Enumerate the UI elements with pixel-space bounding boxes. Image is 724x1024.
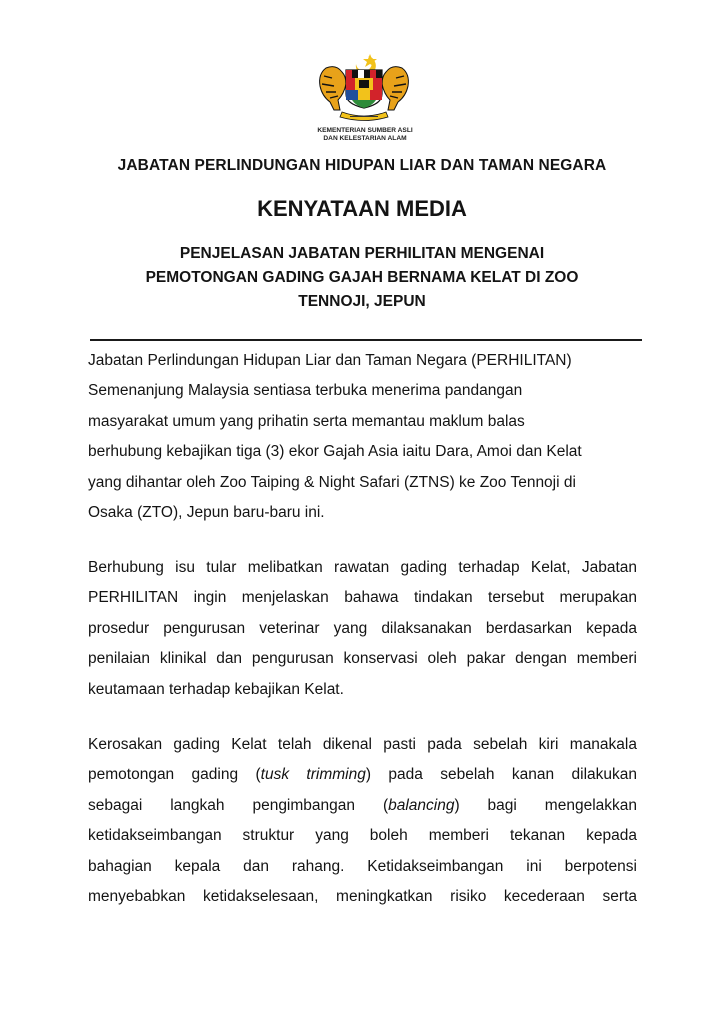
text-span: ) pada sebelah kanan dilakukan	[365, 766, 637, 784]
text-line: prosedur pengurusan veterinar yang dilaksanakan berdasarkan kepada	[88, 619, 637, 637]
subtitle-line: TENNOJI, JEPUN	[298, 293, 426, 310]
text-line: Jabatan Perlindungan Hidupan Liar dan Taman Negara (PERHILITAN)	[88, 352, 572, 369]
text-line: Kerosakan gading Kelat telah dikenal pasti pada sebelah kiri manakala	[88, 736, 637, 753]
divider	[90, 339, 642, 341]
text-line: berhubung kebajikan tiga (3) ekor Gajah Asia iaitu Dara, Amoi dan Kelat	[88, 443, 582, 461]
text-line: PERHILITAN ingin menjelaskan bahawa tindakan tersebut merupakan	[88, 589, 637, 607]
subtitle	[110, 242, 614, 314]
text-line: bahagian kepala dan rahang. Ketidakseimbangan ini berpotensi	[88, 857, 637, 875]
paragraph-1	[88, 346, 637, 528]
text-line: masyarakat umum yang prihatin serta memantau maklum balas	[88, 412, 525, 430]
text-span: pemotongan gading (	[88, 766, 261, 784]
text-line: penilaian klinikal dan pengurusan konservasi oleh pakar dengan memberi	[88, 650, 637, 668]
emphasis-balancing: balancing	[388, 796, 455, 814]
ministry-name-line1: KEMENTERIAN SUMBER ASLI	[317, 127, 413, 134]
text-line: keutamaan terhadap kebajikan Kelat.	[88, 680, 344, 698]
text-line: menyebabkan ketidakselesaan, meningkatkan risiko kecederaan serta	[88, 888, 637, 906]
paragraph-3	[88, 730, 637, 912]
department-name: JABATAN PERLINDUNGAN HIDUPAN LIAR DAN TAMAN NEGARA	[117, 157, 607, 174]
paragraph-2	[88, 553, 637, 705]
ministry-name-line2: DAN KELESTARIAN ALAM	[323, 135, 407, 142]
subtitle-line: PENJELASAN JABATAN PERHILITAN MENGENAI	[179, 245, 545, 262]
malaysia-coat-of-arms-icon	[312, 50, 416, 122]
text-span: ) bagi mengelakkan	[454, 796, 637, 814]
subtitle-line: PEMOTONGAN GADING GAJAH BERNAMA KELAT DI ZOO	[145, 269, 579, 286]
text-span: sebagai langkah pengimbangan (	[88, 796, 389, 814]
text-line	[88, 791, 637, 821]
emphasis-tusk-trimming: tusk trimming	[260, 766, 366, 784]
text-line	[88, 760, 637, 790]
text-line: yang dihantar oleh Zoo Taiping & Night Safari (ZTNS) ke Zoo Tennoji di	[88, 473, 576, 491]
text-line: Berhubung isu tular melibatkan rawatan gading terhadap Kelat, Jabatan	[88, 559, 637, 576]
page-title: KENYATAAN MEDIA	[257, 196, 467, 221]
text-line: Osaka (ZTO), Jepun baru-baru ini.	[88, 504, 325, 522]
text-line: Semenanjung Malaysia sentiasa terbuka menerima pandangan	[88, 382, 523, 400]
text-line: ketidakseimbangan struktur yang boleh memberi tekanan kepada	[88, 827, 637, 845]
